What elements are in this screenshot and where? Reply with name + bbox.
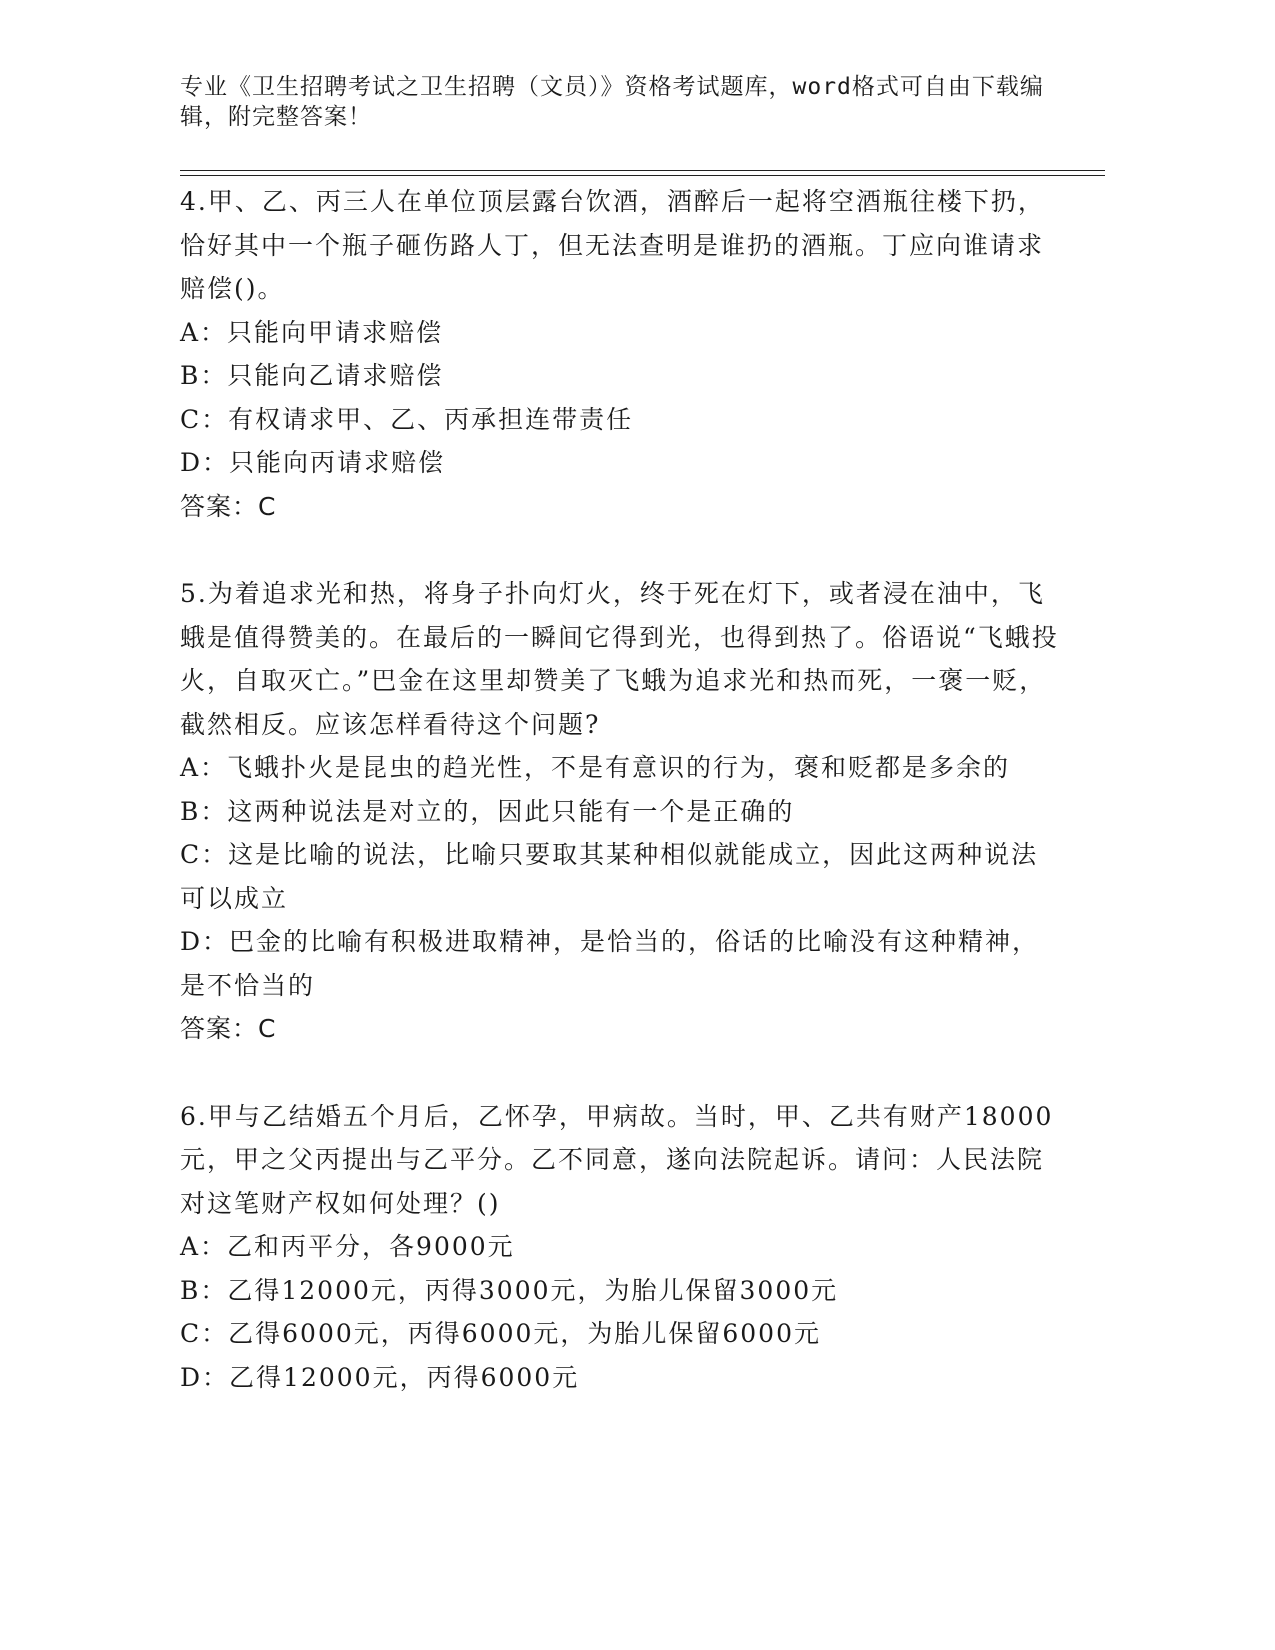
header-rule-top: [180, 170, 1105, 171]
question-list: [180, 180, 1060, 1399]
answer-line: 答案：C: [180, 491, 277, 521]
question-stem: 6.甲与乙结婚五个月后，乙怀孕，甲病故。当时，甲、乙共有财产18000元，甲之父丙提出与乙平分。乙不同意，遂向法院起诉。请问：人民法院对这笔财产权如何处理？(): [180, 1101, 1054, 1218]
document-header: 专业《卫生招聘考试之卫生招聘（文员）》资格考试题库，word格式可自由下载编辑，附完整答案！: [180, 74, 1044, 130]
option-a: A：只能向甲请求赔偿: [180, 317, 444, 347]
answer-line: 答案：C: [180, 1014, 277, 1043]
option-b: B：乙得12000元，丙得3000元，为胎儿保留3000元: [180, 1275, 839, 1305]
question-stem: 5.为着追求光和热，将身子扑向灯火，终于死在灯下，或者浸在油中，飞蛾是值得赞美的。在最后的一瞬间它得到光，也得到热了。俗语说“飞蛾投火，自取灭亡。”巴金在这里却赞美了飞蛾为追求光和热而死，一褒一贬，截然相反。应该怎样看待这个问题?: [180, 579, 1059, 739]
option-c: C：这是比喻的说法，比喻只要取其某种相似就能成立，因此这两种说法可以成立: [180, 840, 1039, 913]
option-b: B：这两种说法是对立的，因此只能有一个是正确的: [180, 796, 795, 826]
question-6: [180, 1095, 1060, 1400]
question-4: [180, 180, 1060, 528]
option-a: A：乙和丙平分，各9000元: [180, 1232, 515, 1261]
question-stem: 4.甲、乙、丙三人在单位顶层露台饮酒，酒醉后一起将空酒瓶往楼下扔，恰好其中一个瓶子砸伤路人丁，但无法查明是谁扔的酒瓶。丁应向谁请求赔偿()。: [180, 187, 1045, 303]
option-d: D：乙得12000元，丙得6000元: [180, 1362, 580, 1392]
option-c: C：乙得6000元，丙得6000元，为胎儿保留6000元: [180, 1319, 821, 1348]
option-d: D：只能向丙请求赔偿: [180, 448, 446, 477]
question-5: [180, 572, 1060, 1051]
header-rule-bottom: [180, 175, 1105, 176]
option-a: A：飞蛾扑火是昆虫的趋光性，不是有意识的行为，褒和贬都是多余的: [180, 753, 1011, 782]
option-b: B：只能向乙请求赔偿: [180, 361, 444, 390]
option-d: D：巴金的比喻有积极进取精神，是恰当的，俗话的比喻没有这种精神，是不恰当的: [180, 927, 1040, 1000]
option-c: C：有权请求甲、乙、丙承担连带责任: [180, 404, 634, 434]
